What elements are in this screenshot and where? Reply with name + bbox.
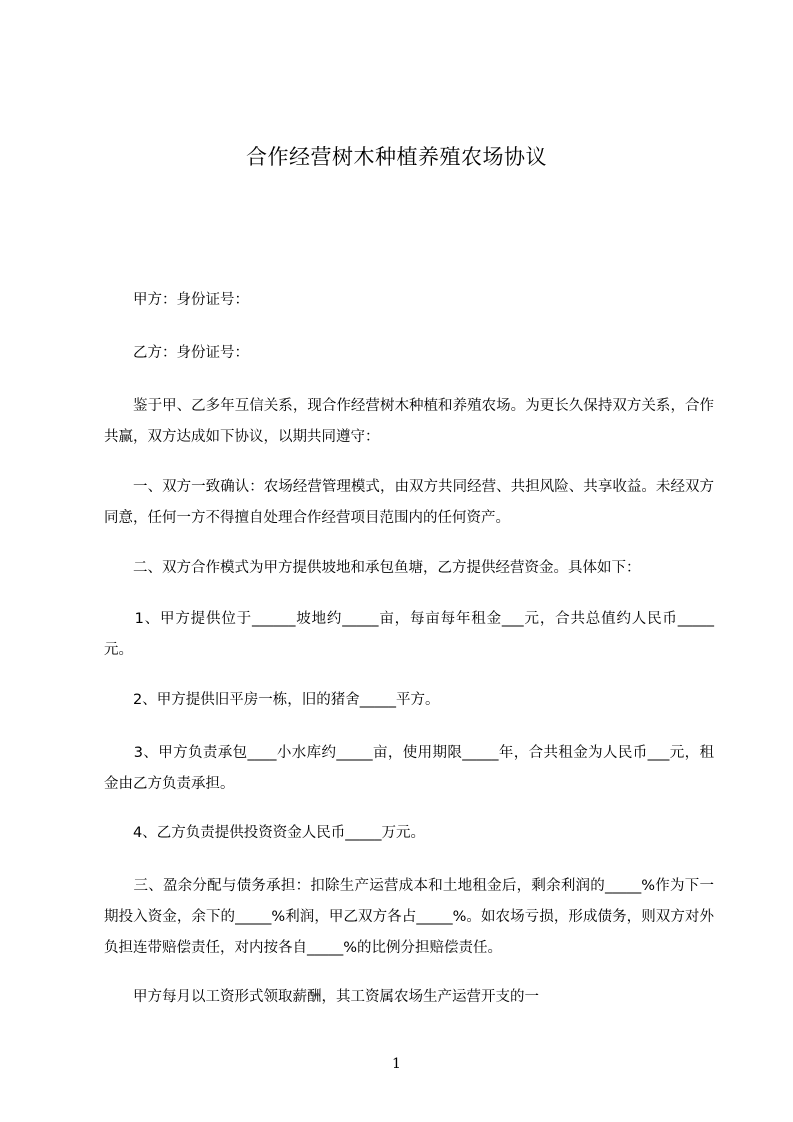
- clause-2-paragraph: 二、双方合作模式为甲方提供坡地和承包鱼塘，乙方提供经营资金。具体如下：: [104, 560, 641, 576]
- document-title: 合作经营树木种植养殖农场协议: [246, 145, 547, 169]
- preamble-paragraph: 鉴于甲、乙多年互信关系，现合作经营树木种植和养殖农场。为更长久保持双方关系，合作共赢，双方达成如下协议，以期共同遵守：: [104, 398, 714, 445]
- clause-2-item-1: 1、甲方提供位于______坡地约_____亩，每亩每年租金___元，合共总值约人民币_____元。: [104, 611, 714, 658]
- clause-1-paragraph: 一、双方一致确认：农场经营管理模式，由双方共同经营、共担风险、共享收益。未经双方同意，任何一方不得擅自处理合作经营项目范围内的任何资产。: [104, 479, 714, 526]
- page-number: 1: [392, 1056, 401, 1072]
- clause-2-item-3: 3、甲方负责承包____小水库约_____亩，使用期限_____年，合共租金为人民币___元，租金由乙方负责承担。: [104, 745, 714, 792]
- party-b-line: 乙方：身份证号：: [104, 345, 249, 361]
- clause-2-item-2: 2、甲方提供旧平房一栋，旧的猪舍_____平方。: [104, 692, 440, 708]
- clause-2-item-4: 4、乙方负责提供投资资金人民币_____万元。: [104, 825, 425, 841]
- party-a-line: 甲方：身份证号：: [104, 292, 249, 308]
- clause-3-paragraph: 三、盈余分配与债务承担：扣除生产运营成本和土地租金后，剩余利润的_____%作为下一期投入资金，余下的_____%利润，甲乙双方各占_____%。如农场亏损，形成债务，则双方对外负担连带赔偿责任，对内按各自_____%的比例分担赔偿责任。: [104, 878, 714, 956]
- salary-paragraph: 甲方每月以工资形式领取薪酬，其工资属农场生产运营开支的一: [104, 989, 539, 1005]
